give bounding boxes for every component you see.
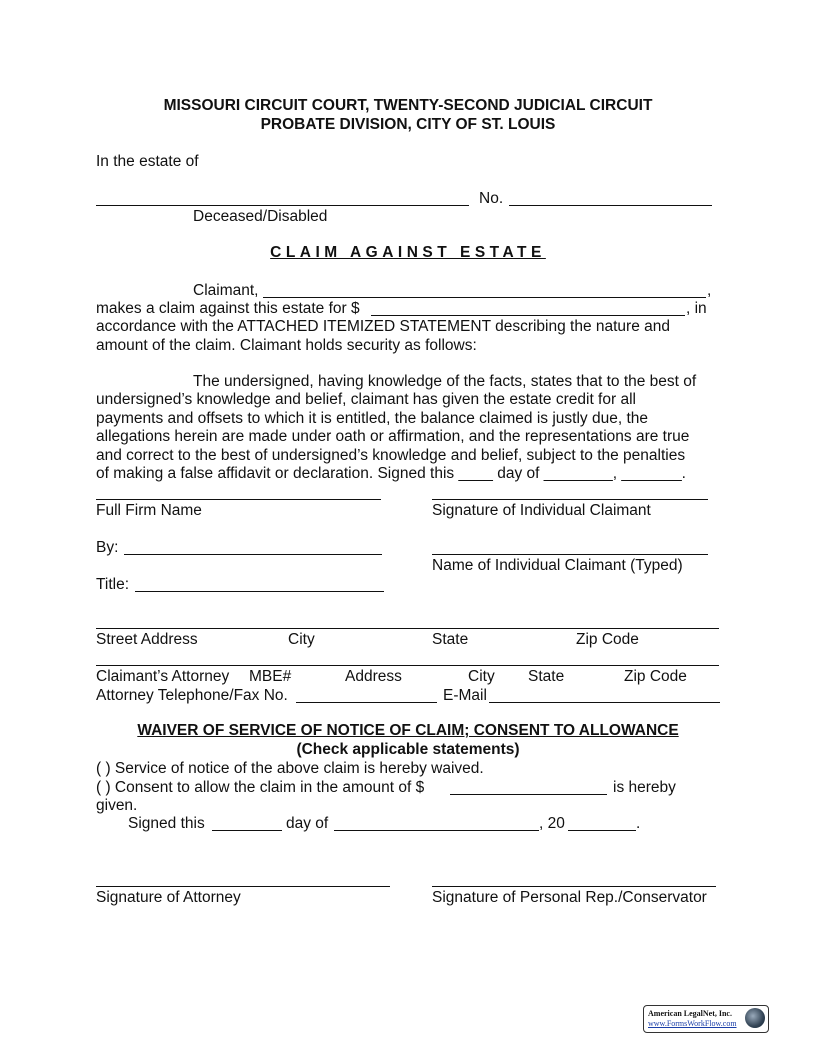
waiver-year-line[interactable] [568,830,636,831]
amount-suffix: , in [686,300,707,317]
globe-icon [745,1008,765,1028]
waiver-year-prefix: , 20 [539,815,565,832]
individual-name-label: Name of Individual Claimant (Typed) [432,557,683,574]
affidavit-line4: allegations herein are made under oath or affirmation, and the representations are true [96,428,690,445]
claim-text-line3: accordance with the ATTACHED ITEMIZED STATEMENT describing the nature and [96,318,670,335]
claim-amount-line[interactable] [371,315,685,316]
court-title: MISSOURI CIRCUIT COURT, TWENTY-SECOND JUDICIAL CIRCUIT [163,97,653,114]
by-line[interactable] [124,554,382,555]
logo-url[interactable]: www.FormsWorkFlow.com [648,1019,737,1028]
title-label: Title: [96,576,130,593]
waiver-subtitle: (Check applicable statements) [296,741,520,758]
affidavit-line1: The undersigned, having knowledge of the facts, states that to the best of [193,373,697,390]
attorney-line[interactable] [96,665,719,666]
individual-signature-line[interactable] [432,499,708,500]
amount-prefix: makes a claim against this estate for $ [96,300,360,317]
individual-signature-label: Signature of Individual Claimant [432,502,651,519]
affidavit-line3: payments and offsets to which it is entitled, the balance claimed is justly due, the [96,410,648,427]
waiver-day-line[interactable] [212,830,282,831]
attorney-zip-label: Zip Code [624,668,687,685]
claimant-comma: , [707,282,712,299]
logo-company: American LegalNet, Inc. [648,1009,732,1018]
estate-intro: In the estate of [96,153,199,170]
case-no-line[interactable] [509,205,712,206]
individual-name-line[interactable] [432,554,708,555]
full-firm-name-label: Full Firm Name [96,502,202,519]
consent-amount-line[interactable] [450,794,607,795]
claimant-line[interactable] [263,297,706,298]
address-line[interactable] [96,628,719,629]
attorney-phone-label: Attorney Telephone/Fax No. [96,687,288,704]
waiver-item-consent[interactable]: ( ) Consent to allow the claim in the amount of $ [96,779,425,796]
consent-continuation: given. [96,797,138,814]
email-line[interactable] [489,702,720,703]
attorney-signature-line[interactable] [96,886,390,887]
affidavit-line5: and correct to the best of undersigned’s knowledge and belief, subject to the penalties [96,447,686,464]
claimant-label: Claimant, [193,282,259,299]
mbe-label: MBE# [249,668,292,685]
title-line[interactable] [135,591,384,592]
email-label: E-Mail [443,687,487,704]
waiver-signed-label: Signed this [128,815,205,832]
attorney-state-label: State [528,668,565,685]
affidavit-line6: of making a false affidavit or declaration. Signed this ____ day of ________, _______. [96,465,686,482]
waiver-day-of-label: day of [286,815,329,832]
consent-suffix: is hereby [613,779,676,796]
attorney-phone-line[interactable] [296,702,437,703]
form-title: CLAIM AGAINST ESTATE [270,244,546,261]
claim-text-line4: amount of the claim. Claimant holds security as follows: [96,337,477,354]
attorney-city-label: City [468,668,495,685]
deceased-label: Deceased/Disabled [193,208,328,225]
personal-rep-signature-label: Signature of Personal Rep./Conservator [432,889,707,906]
case-no-label: No. [479,190,504,207]
waiver-title: WAIVER OF SERVICE OF NOTICE OF CLAIM; CONSENT TO ALLOWANCE [137,722,679,739]
waiver-year-suffix: . [636,815,641,832]
division-title: PROBATE DIVISION, CITY OF ST. LOUIS [260,116,556,133]
state-label: State [432,631,469,648]
city-label: City [288,631,315,648]
by-label: By: [96,539,119,556]
attorney-signature-label: Signature of Attorney [96,889,241,906]
street-address-label: Street Address [96,631,198,648]
zip-label: Zip Code [576,631,639,648]
waiver-month-line[interactable] [334,830,539,831]
attorney-address-label: Address [345,668,402,685]
affidavit-line2: undersigned’s knowledge and belief, claimant has given the estate credit for all [96,391,636,408]
personal-rep-signature-line[interactable] [432,886,716,887]
estate-name-line[interactable] [96,205,469,206]
claimants-attorney-label: Claimant’s Attorney [96,668,230,685]
firm-name-line[interactable] [96,499,381,500]
american-legalnet-logo[interactable] [643,1005,769,1033]
waiver-item-service[interactable]: ( ) Service of notice of the above claim is hereby waived. [96,760,484,777]
